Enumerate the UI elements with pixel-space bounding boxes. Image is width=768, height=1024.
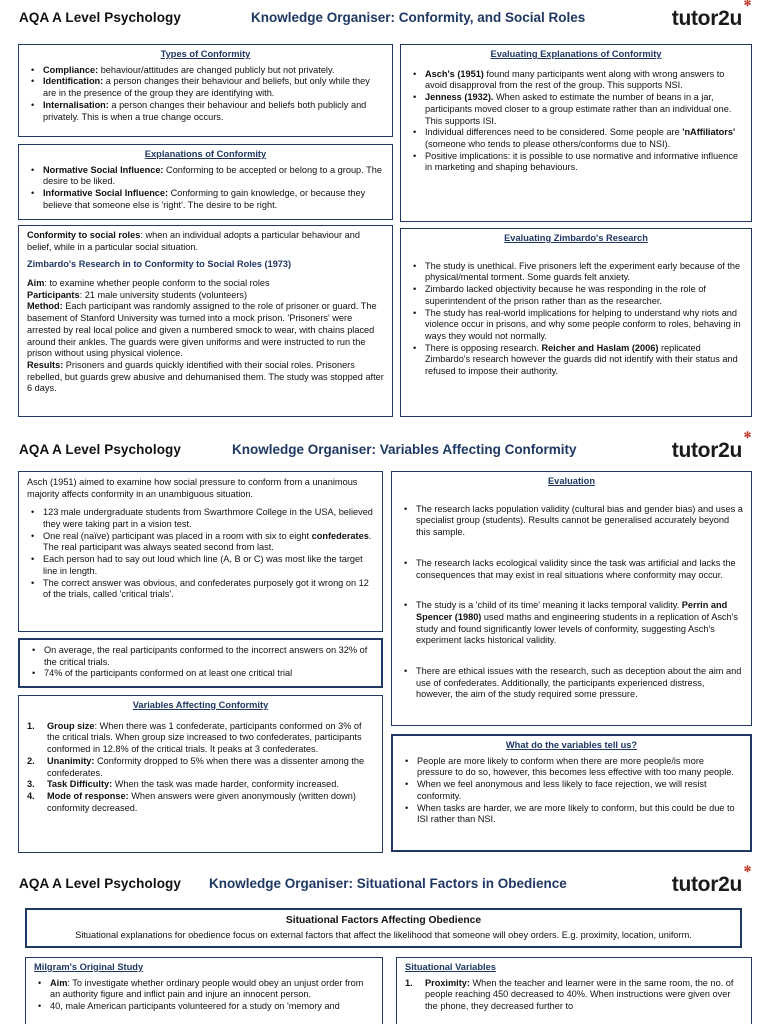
list-item: • 123 male undergraduate students from Swarthmore College in the USA, believed they were taking part in a vision test. [27,507,374,530]
list-item: • Informative Social Influence: Conforming to gain knowledge, or because they believe that someone else is 'right'. The desire to be right. [27,188,384,211]
tutor2u-logo: tutor2u ✻ [671,0,751,30]
list-item: • One real (naïve) participant was placed in a room with six to eight confederates. The real participant was always seated second from last. [27,531,374,554]
milgram-study-box [25,957,383,1024]
course-title: AQA A Level Psychology [19,442,181,457]
list-item: • There is opposing research. Reicher and Haslam (2006) replicated Zimbardo's research however the guards did not identify with their status and refused to impose their authority. [409,343,743,378]
list-item: • Positive implications: it is possible to use normative and informative influence in marketing and shaping behaviours. [409,151,743,174]
organiser-title: Knowledge Organiser: Variables Affecting Conformity [232,442,577,457]
box-title: Explanations of Conformity [144,149,267,159]
list-item: • Aim: To investigate whether ordinary people would obey an unjust order from an authority figure and inflict pain and injure an innocent person. [34,978,374,1001]
box-title: Types of Conformity [160,49,251,59]
evaluating-explanations-box [400,44,752,222]
zimbardo-aim: Aim: to examine whether people conform to the social roles [27,278,270,289]
zimbardo-participants: Participants: 21 male university students (volunteers) [27,289,248,300]
list-item: • Jenness (1932). When asked to estimate the number of beans in a jar, participants moved closer to a group estimate rather than an individual one. This supports ISI. [409,92,743,127]
organiser-title: Knowledge Organiser: Situational Factors in Obedience [209,876,567,891]
list-item: • The research lacks population validity (cultural bias and gender bias) and uses a specialist group (students). Results cannot be generalised accurately beyond this sample. [400,504,743,539]
box-title: What do the variables tell us? [505,740,638,750]
list-item: • 40, male American participants volunteered for a study on 'memory and [34,1001,374,1013]
box-title: Evaluating Zimbardo's Research [504,233,648,243]
course-title: AQA A Level Psychology [19,10,181,25]
zimbardo-heading: Zimbardo's Research in to Conformity to Social Roles (1973) [27,259,292,270]
list-item: 1. Proximity: When the teacher and learner were in the same room, the no. of people reaching 450 decreased to 40%. When instructions were given over the phone, they decreased further to [405,977,734,1012]
organiser-title: Knowledge Organiser: Conformity, and Social Roles [251,10,586,25]
list-item: • The study is unethical. Five prisoners left the experiment early because of the physical/mental torment. Some guards felt anxiety. [409,261,743,284]
variables-affecting-conformity-box [18,695,383,853]
list-item: • The research lacks ecological validity since the task was artificial and lacks the consequences that may exist in real situations where conformity may occur. [400,558,743,581]
list-item: 3. Task Difficulty: When the task was made harder, conformity increased. [27,779,339,790]
zimbardo-results: Results: Prisoners and guards quickly identified with their social roles. Prisoners rebelled, but guards grew abusive and dehumanised them. The study was stopped after 6 days. [27,359,384,394]
social-roles-definition: Conformity to social roles: when an individual adopts a particular behaviour and belief, while in a particular social situation. [27,230,360,252]
list-item: 2. Unanimity: Conformity dropped to 5% when there was a dissenter among the confederates. [27,755,365,778]
situational-factors-banner [25,908,742,948]
list-item: 1. Group size: When there was 1 confederate, participants conformed on 3% of the critical trials. When group size increased to two confederates, participants conformed in 12.8% of the critical trials. It peaks at 3 confederates. [27,720,362,755]
course-title: AQA A Level Psychology [19,876,181,891]
list-item: • People are more likely to conform when there are more people/is more pressure to do so, however, this becomes less effective with too many people. [401,756,742,779]
list-item: • Compliance: behaviour/attitudes are changed publicly but not privately. [27,65,384,77]
list-item: • Asch's (1951) found many participants went along with wrong answers to avoid disapproval from the rest of the group. This supports NSI. [409,69,743,92]
list-item: 4. Mode of response: When answers were given anonymously (written down) conformity decreased. [27,790,356,813]
zimbardo-method: Method: Each participant was randomly assigned to the role of prisoner or guard. The basement of Stanford University was turned into a mock prison. 'Prisoners' were arrested by real local police and given a numbered smock to wear, with chains placed around their ankles. The guards were given uniforms and were instructed to run the prison without using physical violence. [27,301,377,359]
box-title: Variables Affecting Conformity [132,700,269,710]
list-item: • On average, the real participants conformed to the incorrect answers on 32% of the critical trials. [28,645,373,668]
list-item: • 74% of the participants conformed on at least one critical trial [28,668,373,680]
banner-title: Situational Factors Affecting Obedience [285,915,482,926]
section1-header [0,0,768,36]
list-item: • When tasks are harder, we are more likely to conform, but this could be due to ISI rather than NSI. [401,803,742,826]
list-item: • Each person had to say out loud which line (A, B or C) was most like the target line in length. [27,554,374,577]
banner-text: Situational explanations for obedience focus on external factors that affect the likelihood that someone will obey orders. E.g. proximity, location, uniform. [75,930,692,941]
tutor2u-logo: tutor2u ✻ [671,864,751,896]
list-item: • The study is a 'child of its time' meaning it lacks temporal validity. Perrin and Spencer (1980) used maths and engineering students in a replication of Asch's study and found significantly lower levels of conformity, suggesting Asch's experiment lacks historical validity. [400,600,743,647]
evaluating-zimbardo-box [400,228,752,417]
asch-study-box [18,471,383,632]
asch-intro: Asch (1951) aimed to examine how social pressure to conform from a unanimous majority affects conformity in an unambiguous situation. [27,477,358,499]
variables-tell-us-box [391,734,752,852]
list-item: • Zimbardo lacked objectivity because he was responding in the role of superintendent of the prison rather than as the researcher. [409,284,743,307]
list-item: • There are ethical issues with the research, such as deception about the aim and use of confederates. Additionally, the participants experienced distress, however, the aim of the study required some pressure. [400,666,743,701]
asch-results-box [18,638,383,688]
box-title: Evaluating Explanations of Conformity [490,49,662,59]
list-item: • When we feel anonymous and less likely to face rejection, we will resist conformity. [401,779,742,802]
box-title: Situational Variables [405,962,496,972]
tutor2u-logo: tutor2u ✻ [671,430,751,462]
box-title: Evaluation [547,476,595,486]
box-title: Milgram's Original Study [34,962,144,972]
list-item: • Normative Social Influence: Conforming to be accepted or belong to a group. The desire to be liked. [27,165,384,188]
list-item: • Internalisation: a person changes their behaviour and beliefs both publicly and privately. This is when a true change occurs. [27,100,384,123]
list-item: • The correct answer was obvious, and confederates purposely got it wrong on 12 of the trials, called 'critical trials'. [27,578,374,601]
zimbardo-research-box [18,225,393,417]
explanations-of-conformity-box [18,144,393,220]
section2-header [0,432,768,468]
section3-header [0,866,768,902]
types-of-conformity-box [18,44,393,137]
list-item: • The study has real-world implications for helping to understand why riots and violence occur in prisons, and why some people conform to roles, behaving in ways they would not normally. [409,308,743,343]
situational-variables-box [396,957,752,1024]
evaluation-box [391,471,752,726]
list-item: • Identification: a person changes their behaviour and beliefs, but only while they are in the presence of the group they are identifying with. [27,76,384,99]
list-item: • Individual differences need to be considered. Some people are 'nAffiliators' (someone who tends to please others/conforms due to NSI). [409,127,743,150]
